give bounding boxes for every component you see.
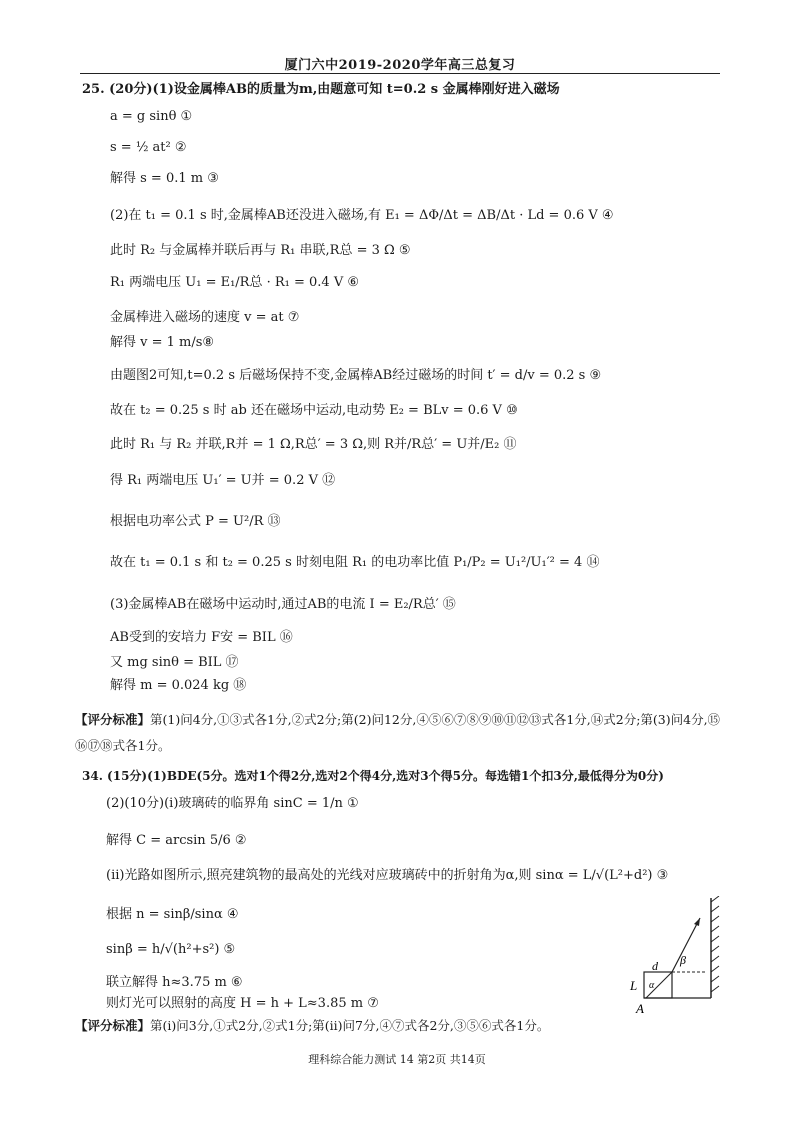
optics-diagram [616,896,726,1020]
q34-line-1: 34. (15分)(1)BDE(5分。选对1个得2分,选对2个得4分,选对3个得5分。每选错1个扣3分,最低得分为0分) [82,769,664,783]
ray-arrowhead [694,918,700,926]
label-L: L [630,978,638,993]
q25-line-13: 得 R₁ 两端电压 U₁′ = U并 = 0.2 V ⑫ [110,473,336,488]
label-beta: β [680,953,686,967]
scoring-text: 第(ⅰ)问3分,①式2分,②式1分;第(ⅱ)问7分,④⑦式各2分,③⑤⑥式各1分。 [150,1018,550,1033]
q25-line-8: 金属棒进入磁场的速度 v = at ⑦ [110,310,300,325]
q25-line-4: 解得 s = 0.1 m ③ [110,171,219,186]
q25-line-3: s = ½ at² ② [110,140,187,155]
q25-line-7: R₁ 两端电压 U₁ = E₁/R总 · R₁ = 0.4 V ⑥ [110,275,359,290]
q25-line-6: 此时 R₂ 与金属棒并联后再与 R₁ 串联,R总 = 3 Ω ⑤ [110,243,411,258]
scoring-label: 【评分标准】 [75,712,151,727]
q25-scoring-standard-cont: ⑯⑰⑱式各1分。 [75,738,171,753]
q25-line-5: (2)在 t₁ = 0.1 s 时,金属棒AB还没进入磁场,有 E₁ = ΔΦ/Δt = ΔB/Δt · Ld = 0.6 V ④ [110,208,614,223]
q25-line-14: 根据电功率公式 P = U²/R ⑬ [110,514,281,529]
q25-line-16: (3)金属棒AB在磁场中运动时,通过AB的电流 I = E₂/R总′ ⑮ [110,597,456,612]
page-footer: 理科综合能力测试 14 第2页 共14页 [308,1053,486,1066]
q34-line-4: (ⅱ)光路如图所示,照亮建筑物的最高处的光线对应玻璃砖中的折射角为α,则 sinα = L/√(L²+d²) ③ [106,868,669,883]
page-header-title: 厦门六中2019-2020学年高三总复习 [284,58,516,73]
q25-line-17: AB受到的安培力 F安 = BIL ⑯ [110,630,293,645]
q34-line-3: 解得 C = arcsin 5/6 ② [106,833,247,848]
q34-line-7: 联立解得 h≈3.75 m ⑥ [106,975,243,990]
q25-line-18: 又 mg sinθ = BIL ⑰ [110,655,239,670]
wall-hatching [711,896,719,992]
scoring-label: 【评分标准】 [75,1018,151,1033]
q25-line-12: 此时 R₁ 与 R₂ 并联,R并 = 1 Ω,R总′ = 3 Ω,则 R并/R总′ = U并/E₂ ⑪ [110,437,517,452]
q25-scoring-standard [75,712,720,728]
q34-line-6: sinβ = h/√(h²+s²) ⑤ [106,942,236,957]
q25-line-11: 故在 t₂ = 0.25 s 时 ab 还在磁场中运动,电动势 E₂ = BLv = 0.6 V ⑩ [110,403,518,418]
q25-line-1: 25. (20分)(1)设金属棒AB的质量为m,由题意可知 t=0.2 s 金属棒刚好进入磁场 [82,82,560,97]
scoring-text: 第(1)问4分,①③式各1分,②式2分;第(2)问12分,④⑤⑥⑦⑧⑨⑩⑪⑫⑬式各1分,⑭式2分;第(3)问4分,⑮ [150,712,721,727]
label-A: A [636,1001,644,1016]
q25-line-10: 由题图2可知,t=0.2 s 后磁场保持不变,金属棒AB经过磁场的时间 t′ = d/v = 0.2 s ⑨ [110,368,602,383]
q34-line-2: (2)(10分)(ⅰ)玻璃砖的临界角 sinC = 1/n ① [106,796,359,811]
q34-scoring-standard [75,1018,549,1034]
header-divider [80,73,720,74]
label-alpha: α [649,980,655,991]
q25-line-9: 解得 v = 1 m/s⑧ [110,335,215,350]
q25-line-19: 解得 m = 0.024 kg ⑱ [110,678,247,693]
q25-line-15: 故在 t₁ = 0.1 s 和 t₂ = 0.25 s 时刻电阻 R₁ 的电功率比值 P₁/P₂ = U₁²/U₁′² = 4 ⑭ [110,555,600,570]
q34-line-5: 根据 n = sinβ/sinα ④ [106,907,239,922]
q25-line-2: a = g sinθ ① [110,109,193,124]
label-d: d [652,959,658,973]
q34-line-8: 则灯光可以照射的高度 H = h + L≈3.85 m ⑦ [106,996,379,1011]
emergent-ray [672,918,700,972]
